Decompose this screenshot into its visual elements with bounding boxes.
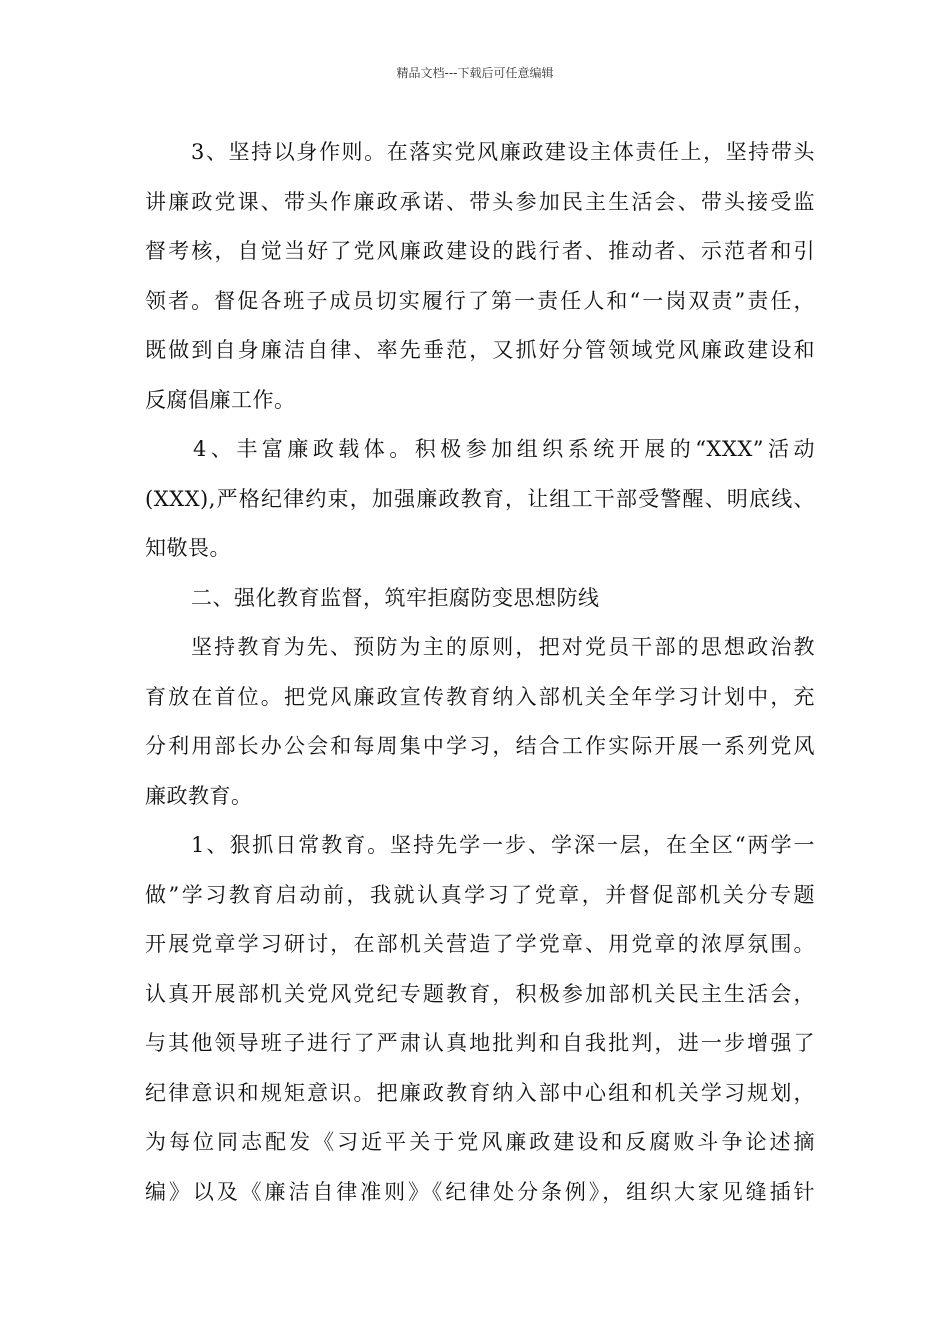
text-line: 做”学习教育启动前，我就认真学习了党章，并督促部机关分专题 — [145, 882, 815, 907]
text-line: 编》以及《廉洁自律准则》《纪律处分条例》，组织大家见缝插针 — [145, 1179, 815, 1204]
text-line: 督考核，自觉当好了党风廉政建设的践行者、推动者、示范者和引 — [145, 239, 815, 263]
text-line: 廉政教育。 — [145, 783, 253, 808]
text-line: (XXX),严格纪律约束，加强廉政教育，让组工干部受警醒、明底线、 — [145, 486, 815, 511]
text-line: 1、狠抓日常教育。坚持先学一步、学深一层，在全区“两学一 — [191, 833, 815, 857]
text-line: 育放在首位。把党风廉政宣传教育纳入部机关全年学习计划中，充 — [145, 684, 815, 709]
page-header: 精品文档---下载后可任意编辑 — [396, 66, 554, 80]
text-line: 纪律意识和规矩意识。把廉政教育纳入部中心组和机关学习规划， — [145, 1080, 815, 1105]
text-line: 分利用部长办公会和每周集中学习，结合工作实际开展一系列党风 — [145, 734, 815, 758]
text-line: 领者。督促各班子成员切实履行了第一责任人和“一岗双责”责任， — [145, 288, 815, 313]
text-line: 既做到自身廉洁自律、率先垂范，又抓好分管领域党风廉政建设和 — [145, 338, 815, 362]
text-line: 讲廉政党课、带头作廉政承诺、带头参加民主生活会、带头接受监 — [145, 189, 815, 214]
text-line: 知敬畏。 — [145, 536, 231, 560]
text-line: 认真开展部机关党风党纪专题教育，积极参加部机关民主生活会， — [145, 981, 815, 1006]
text-line: 反腐倡廉工作。 — [145, 387, 296, 412]
text-line: 开展党章学习研讨，在部机关营造了学党章、用党章的浓厚氛围。 — [145, 932, 815, 956]
document-body — [145, 128, 815, 1217]
text-line: 4、丰富廉政载体。积极参加组织系统开展的“XXX”活动 — [193, 437, 815, 461]
text-line: 与其他领导班子进行了严肃认真地批判和自我批判，进一步增强了 — [145, 1031, 815, 1055]
text-line: 坚持教育为先、预防为主的原则，把对党员干部的思想政治教 — [191, 635, 815, 659]
text-line: 3、坚持以身作则。在落实党风廉政建设主体责任上，坚持带头 — [191, 140, 815, 164]
text-line: 为每位同志配发《习近平关于党风廉政建设和反腐败斗争论述摘 — [145, 1130, 815, 1154]
section-heading: 二、强化教育监督，筑牢拒腐防变思想防线 — [191, 585, 600, 610]
